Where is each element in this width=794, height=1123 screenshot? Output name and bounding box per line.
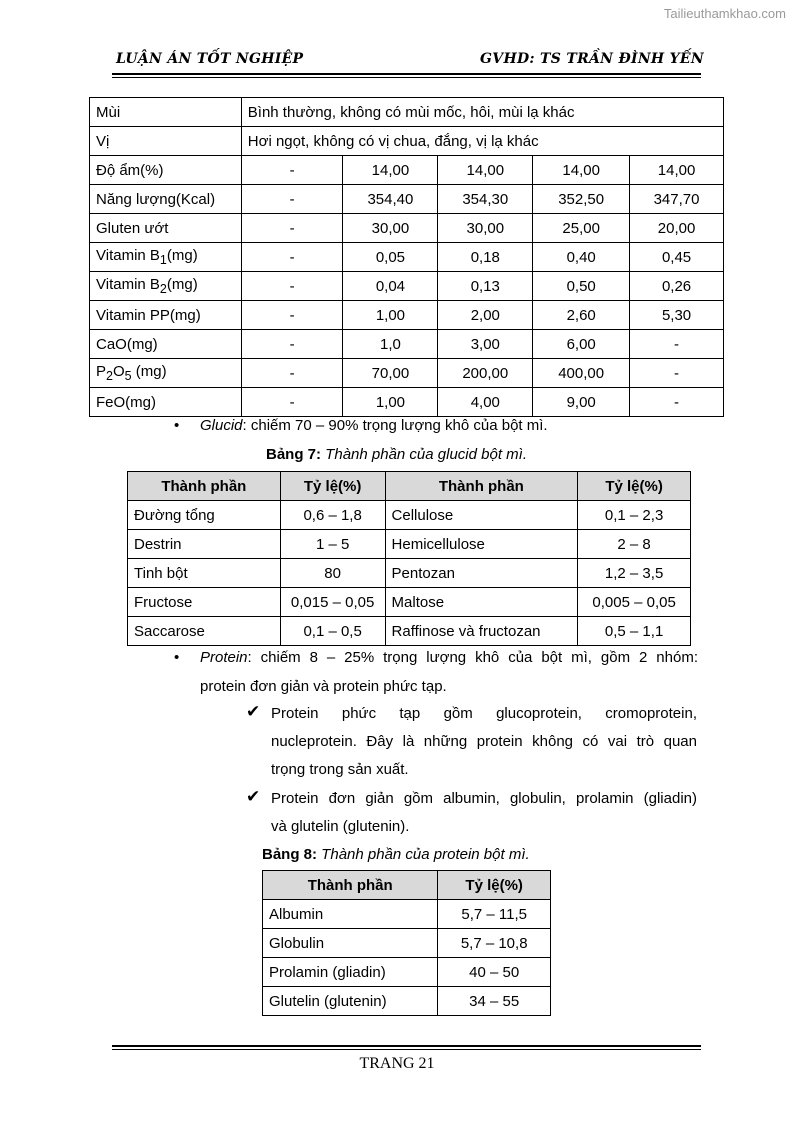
cell: 1 – 5 [280,530,385,559]
cell: 0,5 – 1,1 [578,617,691,646]
cell: 80 [280,559,385,588]
caption-title: Thành phần của protein bột mì. [317,846,530,863]
flour-spec-table [89,97,724,417]
cell: Globulin [263,929,438,958]
table-row [263,929,551,958]
check-item-2 [271,785,697,841]
cell: 30,00 [438,214,533,243]
row-label: Vitamin $B_2(mg)$ [90,272,242,301]
caption-label: Bảng 7: [266,446,322,463]
cell: - [241,330,343,359]
column-header: Tỷ lệ(%) [280,472,385,501]
cell: 14,00 [630,156,724,185]
table-row [90,127,724,156]
row-value: Bình thường, không có mùi mốc, hôi, mùi lạ khác [241,98,723,127]
bullet-dot-icon: • [174,417,180,434]
bullet-text: : chiếm 8 – 25% trọng lượng khô của bột mì, gồm 2 nhóm: [247,649,698,666]
cell: - [241,272,343,301]
cell: Tinh bột [128,559,281,588]
cell: - [630,359,724,388]
column-header: Tỷ lệ(%) [578,472,691,501]
table-row [128,501,691,530]
column-header: Thành phần [385,472,578,501]
cell: 354,40 [343,185,438,214]
table-row [128,530,691,559]
cell: - [241,388,343,417]
cell: 0,13 [438,272,533,301]
cell: 3,00 [438,330,533,359]
cell: 5,7 – 11,5 [438,900,551,929]
row-label: FeO(mg) [90,388,242,417]
header-right: GVHD: TS TRẦN ĐÌNH YẾN [480,51,704,67]
cell: 0,6 – 1,8 [280,501,385,530]
row-label: CaO(mg) [90,330,242,359]
page-number: TRANG 21 [359,1055,435,1072]
check-icon: ✔ [246,702,261,721]
row-label: Gluten ướt [90,214,242,243]
cell: 0,1 – 2,3 [578,501,691,530]
cell: 0,005 – 0,05 [578,588,691,617]
check-line: Protein đơn giản gồm albumin, globulin, prolamin (gliadin) [271,790,697,807]
table-row [263,987,551,1016]
cell: Glutelin (glutenin) [263,987,438,1016]
cell: 14,00 [438,156,533,185]
cell: Raffinose và fructozan [385,617,578,646]
cell: 0,015 – 0,05 [280,588,385,617]
table-header-row [263,871,551,900]
cell: 400,00 [533,359,630,388]
table-row [90,214,724,243]
column-header: Tỷ lệ(%) [438,871,551,900]
table-row [128,559,691,588]
cell: - [241,301,343,330]
cell: Saccarose [128,617,281,646]
cell: Đường tổng [128,501,281,530]
cell: Pentozan [385,559,578,588]
table-header-row [128,472,691,501]
cell: 0,50 [533,272,630,301]
watermark: Tailieuthamkhao.com [663,6,786,21]
cell: 0,45 [630,243,724,272]
check-item-1 [271,700,697,784]
table-row [263,958,551,987]
cell: 30,00 [343,214,438,243]
bullet-term: Glucid [200,417,243,434]
footer-rule-thin [112,1049,701,1050]
table-row [90,388,724,417]
cell: 34 – 55 [438,987,551,1016]
table-row [90,330,724,359]
cell: 14,00 [533,156,630,185]
cell: 0,05 [343,243,438,272]
table-row [90,272,724,301]
cell: - [630,330,724,359]
cell: 25,00 [533,214,630,243]
cell: 70,00 [343,359,438,388]
cell: 1,2 – 3,5 [578,559,691,588]
cell: Destrin [128,530,281,559]
row-label: Mùi [90,98,242,127]
cell: 5,30 [630,301,724,330]
table-row [128,617,691,646]
cell: 0,04 [343,272,438,301]
row-label: Năng lượng(Kcal) [90,185,242,214]
cell: 40 – 50 [438,958,551,987]
cell: - [241,185,343,214]
cell: 14,00 [343,156,438,185]
cell: 1,00 [343,388,438,417]
cell: Cellulose [385,501,578,530]
check-line: nucleprotein. Đây là những protein không có vai trò quan [271,733,697,750]
row-label: Độ ẩm(%) [90,156,242,185]
column-header: Thành phần [263,871,438,900]
cell: 347,70 [630,185,724,214]
check-line: Protein phức tạp gồm glucoprotein, cromoprotein, [271,705,697,722]
protein-table [262,870,551,1016]
cell: - [241,214,343,243]
table-row [90,243,724,272]
table-row [90,301,724,330]
header-left: LUẬN ÁN TỐT NGHIỆP [116,51,304,67]
footer-rule [112,1045,701,1047]
cell: 0,18 [438,243,533,272]
header-rule-thin [112,77,701,78]
row-label: $P_2O_5$ (mg) [90,359,242,388]
caption-label: Bảng 8: [262,846,318,863]
table-row [263,900,551,929]
cell: 354,30 [438,185,533,214]
cell: 352,50 [533,185,630,214]
cell: 0,1 – 0,5 [280,617,385,646]
cell: 2 – 8 [578,530,691,559]
header-rule [112,73,701,75]
table8-caption [262,846,530,863]
cell: 9,00 [533,388,630,417]
bullet-dot-icon: • [174,649,180,666]
cell: 0,40 [533,243,630,272]
row-value: Hơi ngọt, không có vị chua, đắng, vị lạ khác [241,127,723,156]
check-line: và glutelin (glutenin). [271,818,410,835]
table-row [128,588,691,617]
column-header: Thành phần [128,472,281,501]
caption-title: Thành phần của glucid bột mì. [321,446,527,463]
cell: 2,00 [438,301,533,330]
cell: - [630,388,724,417]
table-row [90,185,724,214]
cell: 5,7 – 10,8 [438,929,551,958]
cell: Maltose [385,588,578,617]
row-label: Vị [90,127,242,156]
cell: 4,00 [438,388,533,417]
cell: Prolamin (gliadin) [263,958,438,987]
glucid-table [127,471,691,646]
cell: 1,00 [343,301,438,330]
bullet-text: : chiếm 70 – 90% trọng lượng khô của bột mì. [242,417,548,434]
table7-caption [266,446,527,463]
cell: 20,00 [630,214,724,243]
cell: - [241,359,343,388]
cell: Hemicellulose [385,530,578,559]
cell: - [241,243,343,272]
table-row [90,98,724,127]
table-row [90,359,724,388]
row-label: Vitamin PP(mg) [90,301,242,330]
cell: 1,0 [343,330,438,359]
check-line: trọng trong sản xuất. [271,761,409,778]
check-icon: ✔ [246,787,261,806]
cell: 2,60 [533,301,630,330]
cell: 0,26 [630,272,724,301]
protein-line2: protein đơn giản và protein phức tạp. [200,678,447,695]
cell: Fructose [128,588,281,617]
bullet-term: Protein [200,649,248,666]
cell: Albumin [263,900,438,929]
cell: 200,00 [438,359,533,388]
cell: - [241,156,343,185]
row-label: Vitamin $B_1(mg)$ [90,243,242,272]
table-row [90,156,724,185]
cell: 6,00 [533,330,630,359]
